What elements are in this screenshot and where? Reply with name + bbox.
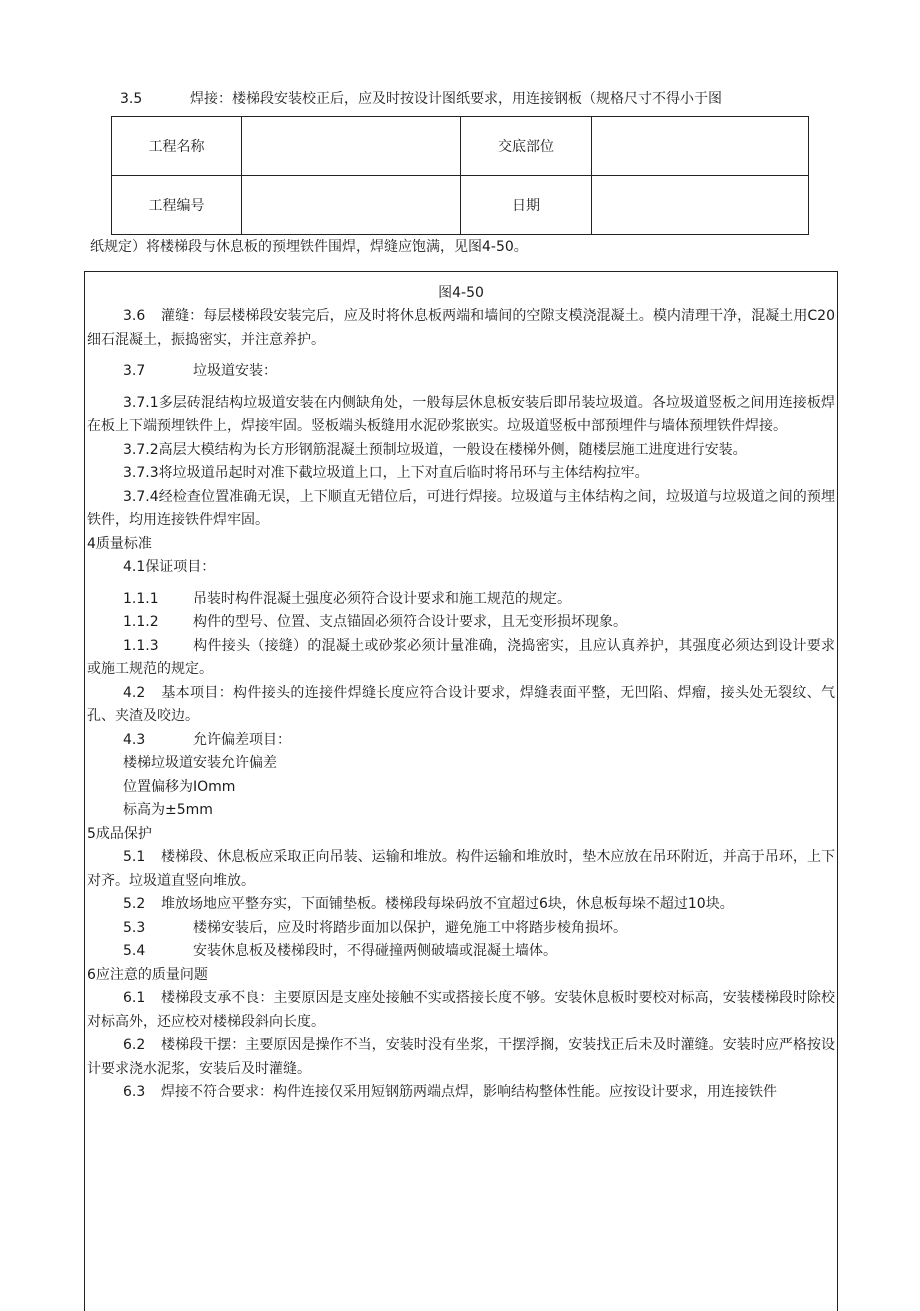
paragraph-1-1-2: 1.1.2 构件的型号、位置、支点锚固必须符合设计要求，且无变形损坏现象。: [123, 614, 627, 630]
project-name-value: [242, 117, 461, 176]
continuation-text: 纸规定）将楼梯段与休息板的预埋铁件围焊，焊缝应饱满，见图4-50。: [90, 239, 528, 255]
section-number: 3.5: [120, 91, 143, 107]
project-number-value: [242, 176, 461, 235]
section-heading-6: 6应注意的质量问题: [87, 966, 208, 983]
section-heading-5: 5成品保护: [87, 825, 152, 842]
paragraph-6-1: 6.1 楼梯段支承不良：主要原因是支座处接触不实或搭接长度不够。安装休息板时要校对标高，安装楼梯段时除校对标高外，还应校对楼梯段斜向长度。: [87, 990, 835, 1030]
paragraph-6-2: 6.2 楼梯段干摆：主要原因是操作不当，安装时没有坐浆，干摆浮搁，安装找正后未及时灌缝。安装时应严格按设计要求浇水泥浆，安装后及时灌缝。: [87, 1037, 835, 1077]
document-body: [87, 305, 835, 1105]
paragraph-1-1-3: 1.1.3 构件接头（接缝）的混凝土或砂浆必须计量准确，浇捣密实，且应认真养护，其强度必须达到设计要求或施工规范的规定。: [87, 637, 835, 677]
paragraph-3-7-4: 3.7.4经检查位置准确无误，上下顺直无错位后，可进行焊接。垃圾道与主体结构之间，垃圾道与垃圾道之间的预埋铁件，均用连接铁件焊牢固。: [87, 488, 835, 528]
figure-title: 图4-50: [438, 285, 484, 301]
label-project-number: 工程编号: [112, 176, 242, 235]
paragraph-4-1: 4.1保证项目：: [123, 559, 216, 575]
project-info-table: [111, 116, 809, 235]
paragraph-6-3: 6.3 焊接不符合要求：构件连接仅采用短钢筋两端点焊，影响结构整体性能。应按设计要求，用连接铁件: [123, 1084, 777, 1100]
tolerance-elevation: 标高为±5mm: [123, 802, 213, 818]
paragraph-5-3: 5.3 楼梯安装后，应及时将踏步面加以保护，避免施工中将踏步棱角损坏。: [123, 919, 627, 936]
paragraph-1-1-1: 1.1.1 吊装时构件混凝土强度必须符合设计要求和施工规范的规定。: [123, 590, 571, 607]
label-handover-part: 交底部位: [461, 117, 592, 176]
paragraph-4-2: 4.2 基本项目：构件接头的连接件焊缝长度应符合设计要求，焊缝表面平整，无凹陷、焊瘤，接头处无裂纹、气孔、夹渣及咬边。: [87, 684, 835, 724]
paragraph-5-4: 5.4 安装休息板及楼梯段时，不得碰撞两侧破墙或混凝土墙体。: [123, 943, 557, 959]
paragraph-3-7-2: 3.7.2高层大模结构为长方形钢筋混凝土预制垃圾道，一般设在楼梯外侧，随楼层施工进度进行安装。: [123, 441, 747, 458]
section-heading-4: 4质量标准: [87, 535, 152, 552]
paragraph-3-7-3: 3.7.3将垃圾道吊起时对准下截垃圾道上口，上下对直后临时将吊环与主体结构拉牢。: [123, 465, 649, 481]
paragraph-5-1: 5.1 楼梯段、休息板应采取正向吊装、运输和堆放。构件运输和堆放时，垫木应放在吊环附近，并高于吊环，上下对齐。垃圾道直竖向堆放。: [87, 849, 835, 889]
paragraph-5-2: 5.2 堆放场地应平整夯实，下面铺垫板。楼梯段每垛码放不宜超过6块，休息板每垛不超过10块。: [123, 896, 734, 912]
table-row: [112, 117, 809, 176]
table-row: [112, 176, 809, 235]
paragraph-text: 焊接：楼梯段安装校正后，应及时按设计图纸要求，用连接钢板（规格尺寸不得小于图: [190, 91, 722, 107]
tolerance-position: 位置偏移为IOmm: [123, 778, 236, 795]
tolerance-title: 楼梯垃圾道安装允许偏差: [123, 755, 277, 771]
top-paragraph: [120, 89, 820, 109]
paragraph-3-7-1: 3.7.1多层砖混结构垃圾道安装在内侧缺角处，一般每层休息板安装后即吊装垃圾道。各垃圾道竖板之间用连接板焊在板上下端预埋铁件上，焊接牢固。竖板端头板缝用水泥砂浆嵌实。垃圾道竖板中部预埋件与墙体预埋铁件焊接。: [87, 394, 835, 434]
paragraph-3-6: 3.6 灌缝：每层楼梯段安装完后，应及时将休息板两端和墙间的空隙支模浇混凝土。模内清理干净，混凝土用C20细石混凝土，振捣密实，并注意养护。: [87, 308, 835, 348]
content-box: [84, 271, 838, 1311]
label-project-name: 工程名称: [112, 117, 242, 176]
date-value: [592, 176, 809, 235]
paragraph-4-3: 4.3 允许偏差项目：: [123, 731, 291, 748]
handover-part-value: [592, 117, 809, 176]
label-date: 日期: [461, 176, 592, 235]
paragraph-3-7: 3.7 垃圾道安装：: [123, 363, 277, 379]
